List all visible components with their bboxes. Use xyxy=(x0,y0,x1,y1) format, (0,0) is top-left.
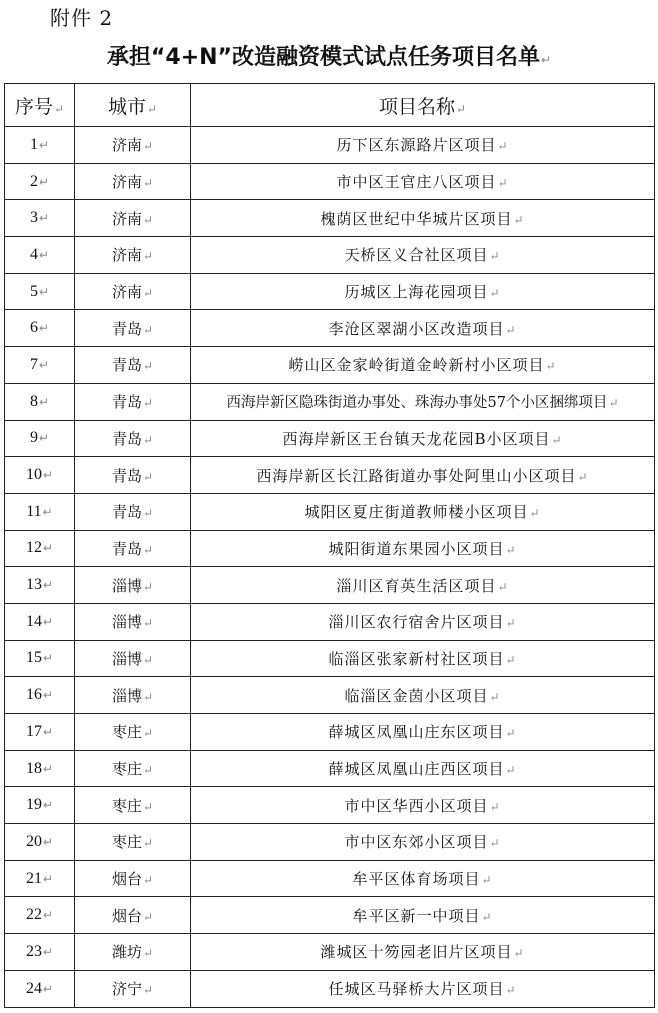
paragraph-mark: ↵ xyxy=(505,322,517,337)
paragraph-mark: ↵ xyxy=(42,688,54,703)
row-index-cell-text: 10 xyxy=(25,466,42,484)
row-city-cell xyxy=(75,677,191,714)
table-row xyxy=(5,603,655,640)
paragraph-mark: ↵ xyxy=(541,53,552,67)
paragraph-mark: ↵ xyxy=(545,359,557,374)
paragraph-mark: ↵ xyxy=(42,798,54,813)
row-project-cell-text: 城阳街道东果园小区项目 xyxy=(328,539,505,558)
row-project-cell-text: 临淄区张家新村社区项目 xyxy=(328,649,505,668)
row-index-cell-text: 16 xyxy=(25,686,42,704)
row-city-cell-text: 潍坊 xyxy=(111,943,142,962)
paragraph-mark: ↵ xyxy=(38,137,50,152)
paragraph-mark: ↵ xyxy=(42,614,54,629)
row-city-cell xyxy=(75,530,191,567)
row-city-cell xyxy=(75,567,191,604)
paragraph-mark: ↵ xyxy=(142,652,154,667)
row-project-cell xyxy=(191,457,655,494)
row-index-cell-text: 14 xyxy=(25,612,42,630)
paragraph-mark: ↵ xyxy=(42,724,54,739)
row-city-cell-text: 枣庄 xyxy=(111,723,142,742)
header-project-label: 项目名称 xyxy=(378,95,455,118)
row-city-cell xyxy=(75,750,191,787)
table-row xyxy=(5,163,655,200)
paragraph-mark: ↵ xyxy=(142,432,154,447)
row-project-cell xyxy=(191,530,655,567)
row-index-cell xyxy=(5,273,75,310)
row-city-cell-text: 枣庄 xyxy=(111,833,142,852)
paragraph-mark: ↵ xyxy=(142,506,154,521)
row-index-cell xyxy=(5,127,75,164)
row-index-cell xyxy=(5,934,75,971)
row-project-cell-text: 市中区华西小区项目 xyxy=(344,796,489,815)
row-index-cell xyxy=(5,493,75,530)
row-city-cell xyxy=(75,714,191,751)
attachment-label: 附件 2 xyxy=(50,6,114,30)
table-row xyxy=(5,860,655,897)
table-row xyxy=(5,420,655,457)
row-project-cell xyxy=(191,273,655,310)
table-row xyxy=(5,640,655,677)
row-index-cell-text: 15 xyxy=(25,649,42,667)
table-row xyxy=(5,530,655,567)
paragraph-mark: ↵ xyxy=(42,761,54,776)
row-index-cell xyxy=(5,420,75,457)
table-row xyxy=(5,127,655,164)
paragraph-mark: ↵ xyxy=(38,394,50,409)
paragraph-mark: ↵ xyxy=(42,834,54,849)
row-index-cell-text: 22 xyxy=(25,906,42,924)
row-project-cell-text: 西海岸新区长江路街道办事处阿里山小区项目 xyxy=(256,466,577,485)
row-index-cell-text: 2 xyxy=(29,172,38,190)
row-project-cell xyxy=(191,420,655,457)
row-project-cell xyxy=(191,640,655,677)
document-title xyxy=(0,40,658,71)
row-city-cell xyxy=(75,163,191,200)
row-project-cell xyxy=(191,603,655,640)
paragraph-mark: ↵ xyxy=(38,357,50,372)
row-project-cell xyxy=(191,677,655,714)
paragraph-mark: ↵ xyxy=(42,944,54,959)
header-project xyxy=(191,84,655,127)
paragraph-mark: ↵ xyxy=(142,689,154,704)
row-city-cell-text: 淄博 xyxy=(111,576,142,595)
row-index-cell-text: 23 xyxy=(25,942,42,960)
row-index-cell xyxy=(5,970,75,1007)
paragraph-mark: ↵ xyxy=(38,284,50,299)
row-city-cell-text: 枣庄 xyxy=(111,760,142,779)
row-city-cell xyxy=(75,640,191,677)
row-project-cell-text: 历下区东源路片区项目 xyxy=(336,136,497,155)
table-row xyxy=(5,567,655,604)
row-project-cell xyxy=(191,897,655,934)
header-city-label: 城市 xyxy=(107,95,146,118)
row-project-cell xyxy=(191,750,655,787)
row-project-cell xyxy=(191,237,655,274)
row-city-cell xyxy=(75,934,191,971)
row-city-cell-text: 烟台 xyxy=(111,906,142,925)
paragraph-mark: ↵ xyxy=(142,542,154,557)
row-project-cell xyxy=(191,127,655,164)
paragraph-mark: ↵ xyxy=(455,101,467,116)
paragraph-mark: ↵ xyxy=(505,652,517,667)
table-row xyxy=(5,714,655,751)
paragraph-mark: ↵ xyxy=(142,359,154,374)
row-city-cell-text: 济南 xyxy=(111,136,142,155)
paragraph-mark: ↵ xyxy=(42,578,54,593)
row-project-cell-text: 淄川区育英生活区项目 xyxy=(336,576,497,595)
row-index-cell-text: 6 xyxy=(29,319,38,337)
table-body xyxy=(5,127,655,1008)
row-index-cell xyxy=(5,824,75,861)
row-index-cell-text: 11 xyxy=(26,502,42,520)
row-index-cell-text: 8 xyxy=(29,392,38,410)
row-project-cell xyxy=(191,714,655,751)
row-city-cell-text: 青岛 xyxy=(111,356,142,375)
paragraph-mark: ↵ xyxy=(142,763,154,778)
row-city-cell-text: 枣庄 xyxy=(111,796,142,815)
paragraph-mark: ↵ xyxy=(142,946,154,961)
paragraph-mark: ↵ xyxy=(577,469,589,484)
row-index-cell xyxy=(5,200,75,237)
row-city-cell-text: 淄博 xyxy=(111,686,142,705)
paragraph-mark: ↵ xyxy=(142,249,154,264)
row-project-cell-text: 淄川区农行宿舍片区项目 xyxy=(328,613,505,632)
paragraph-mark: ↵ xyxy=(142,286,154,301)
table-row xyxy=(5,970,655,1007)
row-index-cell xyxy=(5,787,75,824)
row-index-cell xyxy=(5,714,75,751)
row-index-cell-text: 19 xyxy=(25,796,42,814)
row-index-cell-text: 21 xyxy=(25,869,42,887)
row-index-cell xyxy=(5,237,75,274)
row-city-cell-text: 济南 xyxy=(111,246,142,265)
paragraph-mark: ↵ xyxy=(489,689,501,704)
row-city-cell-text: 济南 xyxy=(111,283,142,302)
row-index-cell xyxy=(5,677,75,714)
row-project-cell-text: 西海岸新区王台镇天龙花园B小区项目 xyxy=(282,429,551,448)
row-index-cell xyxy=(5,640,75,677)
table-row xyxy=(5,824,655,861)
row-index-cell-text: 18 xyxy=(25,759,42,777)
row-city-cell-text: 青岛 xyxy=(111,466,142,485)
table-row xyxy=(5,787,655,824)
row-city-cell xyxy=(75,237,191,274)
row-city-cell xyxy=(75,897,191,934)
row-city-cell-text: 青岛 xyxy=(111,393,142,412)
row-project-cell-text: 市中区东郊小区项目 xyxy=(344,833,489,852)
paragraph-mark: ↵ xyxy=(142,176,154,191)
row-city-cell xyxy=(75,860,191,897)
paragraph-mark: ↵ xyxy=(608,396,619,411)
row-index-cell-text: 17 xyxy=(25,722,42,740)
row-city-cell xyxy=(75,310,191,347)
row-project-cell xyxy=(191,493,655,530)
row-project-cell xyxy=(191,383,655,420)
paragraph-mark: ↵ xyxy=(38,174,50,189)
row-index-cell-text: 4 xyxy=(29,245,38,263)
row-project-cell-text: 牟平区体育场项目 xyxy=(352,870,481,889)
paragraph-mark: ↵ xyxy=(42,981,54,996)
paragraph-mark: ↵ xyxy=(42,468,54,483)
row-city-cell xyxy=(75,127,191,164)
paragraph-mark: ↵ xyxy=(489,286,501,301)
paragraph-mark: ↵ xyxy=(142,579,154,594)
paragraph-mark: ↵ xyxy=(489,799,501,814)
row-index-cell-text: 12 xyxy=(25,539,42,557)
table-row xyxy=(5,273,655,310)
row-index-cell xyxy=(5,347,75,384)
paragraph-mark: ↵ xyxy=(551,432,563,447)
paragraph-mark: ↵ xyxy=(489,836,501,851)
row-project-cell-text: 崂山区金家岭街道金岭新村小区项目 xyxy=(288,356,545,375)
row-index-cell xyxy=(5,530,75,567)
table-row xyxy=(5,934,655,971)
paragraph-mark: ↵ xyxy=(146,101,158,116)
paragraph-mark: ↵ xyxy=(42,871,54,886)
row-city-cell xyxy=(75,603,191,640)
paragraph-mark: ↵ xyxy=(505,726,517,741)
header-index xyxy=(5,84,75,127)
paragraph-mark: ↵ xyxy=(38,211,50,226)
paragraph-mark: ↵ xyxy=(505,616,517,631)
table-row xyxy=(5,677,655,714)
project-table xyxy=(4,83,655,1008)
paragraph-mark: ↵ xyxy=(142,799,154,814)
paragraph-mark: ↵ xyxy=(481,909,493,924)
row-city-cell xyxy=(75,787,191,824)
row-project-cell-text: 槐荫区世纪中华城片区项目 xyxy=(320,209,513,228)
paragraph-mark: ↵ xyxy=(481,873,493,888)
row-project-cell xyxy=(191,824,655,861)
paragraph-mark: ↵ xyxy=(42,651,54,666)
row-index-cell xyxy=(5,163,75,200)
row-city-cell xyxy=(75,824,191,861)
row-project-cell xyxy=(191,200,655,237)
paragraph-mark: ↵ xyxy=(142,212,154,227)
table-row xyxy=(5,347,655,384)
paragraph-mark: ↵ xyxy=(42,504,53,519)
paragraph-mark: ↵ xyxy=(513,212,525,227)
row-index-cell xyxy=(5,383,75,420)
row-city-cell-text: 青岛 xyxy=(111,539,142,558)
row-index-cell xyxy=(5,603,75,640)
table-row xyxy=(5,383,655,420)
paragraph-mark: ↵ xyxy=(142,322,154,337)
paragraph-mark: ↵ xyxy=(38,431,50,446)
paragraph-mark: ↵ xyxy=(497,139,509,154)
row-index-cell xyxy=(5,567,75,604)
row-project-cell-text: 李沧区翠湖小区改造项目 xyxy=(328,319,505,338)
paragraph-mark: ↵ xyxy=(142,983,154,998)
row-project-cell-text: 临淄区金茵小区项目 xyxy=(344,686,489,705)
row-project-cell-text: 牟平区新一中项目 xyxy=(352,906,481,925)
row-index-cell xyxy=(5,750,75,787)
paragraph-mark: ↵ xyxy=(513,946,525,961)
paragraph-mark: ↵ xyxy=(505,763,517,778)
row-city-cell xyxy=(75,420,191,457)
paragraph-mark: ↵ xyxy=(142,836,154,851)
paragraph-mark: ↵ xyxy=(497,176,509,191)
row-city-cell xyxy=(75,347,191,384)
row-city-cell-text: 青岛 xyxy=(111,503,142,522)
paragraph-mark: ↵ xyxy=(38,247,50,262)
paragraph-mark: ↵ xyxy=(142,139,154,154)
header-city xyxy=(75,84,191,127)
paragraph-mark: ↵ xyxy=(489,249,501,264)
row-city-cell-text: 青岛 xyxy=(111,429,142,448)
row-index-cell-text: 5 xyxy=(29,282,38,300)
table-row xyxy=(5,493,655,530)
row-project-cell xyxy=(191,310,655,347)
paragraph-mark: ↵ xyxy=(529,506,541,521)
row-index-cell-text: 7 xyxy=(29,355,38,373)
table-row xyxy=(5,310,655,347)
row-index-cell xyxy=(5,897,75,934)
row-project-cell-text: 天桥区义合社区项目 xyxy=(344,246,489,265)
row-project-cell xyxy=(191,567,655,604)
row-city-cell-text: 淄博 xyxy=(111,649,142,668)
table-row xyxy=(5,457,655,494)
header-index-label: 序号 xyxy=(14,95,53,118)
row-city-cell xyxy=(75,493,191,530)
row-index-cell-text: 13 xyxy=(25,576,42,594)
row-city-cell xyxy=(75,273,191,310)
row-project-cell-text: 城阳区夏庄街道教师楼小区项目 xyxy=(304,503,529,522)
row-city-cell-text: 济南 xyxy=(111,173,142,192)
row-index-cell-text: 24 xyxy=(25,979,42,997)
row-index-cell-text: 3 xyxy=(29,209,38,227)
row-city-cell xyxy=(75,383,191,420)
row-project-cell xyxy=(191,860,655,897)
row-city-cell xyxy=(75,200,191,237)
table-row xyxy=(5,897,655,934)
title-text: 承担“4+N”改造融资模式试点任务项目名单 xyxy=(106,45,540,70)
paragraph-mark: ↵ xyxy=(142,616,154,631)
row-project-cell-text: 任城区马驿桥大片区项目 xyxy=(328,980,505,999)
paragraph-mark: ↵ xyxy=(142,726,154,741)
row-project-cell-text: 潍城区十笏园老旧片区项目 xyxy=(320,943,513,962)
row-index-cell xyxy=(5,860,75,897)
row-index-cell-text: 20 xyxy=(25,832,42,850)
row-city-cell-text: 济宁 xyxy=(111,980,142,999)
row-project-cell-text: 薛城区凤凰山庄东区项目 xyxy=(328,723,505,742)
paragraph-mark: ↵ xyxy=(142,396,154,411)
row-project-cell-text: 市中区王官庄八区项目 xyxy=(336,173,497,192)
row-index-cell xyxy=(5,457,75,494)
table-row xyxy=(5,750,655,787)
row-index-cell xyxy=(5,310,75,347)
paragraph-mark: ↵ xyxy=(42,541,54,556)
paragraph-mark: ↵ xyxy=(497,579,509,594)
paragraph-mark: ↵ xyxy=(142,469,154,484)
row-project-cell xyxy=(191,970,655,1007)
row-project-cell xyxy=(191,934,655,971)
table-row xyxy=(5,237,655,274)
row-city-cell xyxy=(75,970,191,1007)
paragraph-mark: ↵ xyxy=(42,908,54,923)
table-header-row xyxy=(5,84,655,127)
row-city-cell xyxy=(75,457,191,494)
table-row xyxy=(5,200,655,237)
paragraph-mark: ↵ xyxy=(142,873,154,888)
row-index-cell-text: 1 xyxy=(29,135,38,153)
row-project-cell-text: 西海岸新区隐珠街道办事处、珠海办事处57个小区捆绑项目 xyxy=(226,395,608,412)
row-city-cell-text: 烟台 xyxy=(111,870,142,889)
paragraph-mark: ↵ xyxy=(38,321,50,336)
row-project-cell-text: 历城区上海花园项目 xyxy=(344,283,489,302)
row-project-cell xyxy=(191,347,655,384)
row-city-cell-text: 淄博 xyxy=(111,613,142,632)
row-index-cell-text: 9 xyxy=(29,429,38,447)
paragraph-mark: ↵ xyxy=(505,983,517,998)
row-project-cell xyxy=(191,787,655,824)
row-project-cell xyxy=(191,163,655,200)
row-city-cell-text: 济南 xyxy=(111,209,142,228)
paragraph-mark: ↵ xyxy=(53,101,65,116)
row-city-cell-text: 青岛 xyxy=(111,319,142,338)
paragraph-mark: ↵ xyxy=(505,542,517,557)
row-project-cell-text: 薛城区凤凰山庄西区项目 xyxy=(328,760,505,779)
paragraph-mark: ↵ xyxy=(142,909,154,924)
